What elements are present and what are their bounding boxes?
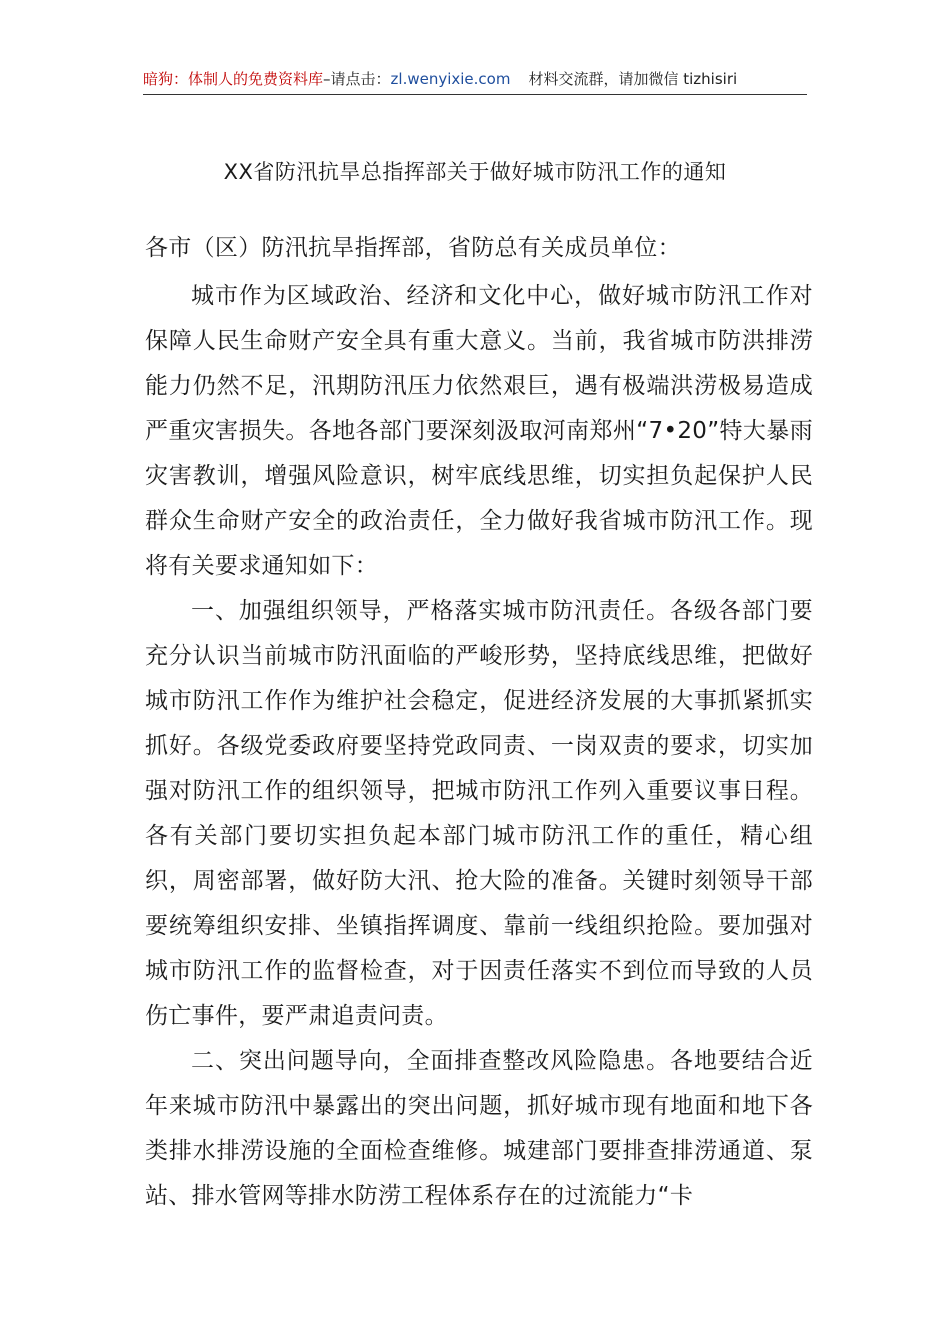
header-link[interactable]: zl.wenyixie.com <box>390 70 511 88</box>
paragraph-section-2: 二、突出问题导向，全面排查整改风险隐患。各地要结合近年来城市防汛中暴露出的突出问题，抓好城市现有地面和地下各类排水排涝设施的全面检查维修。城建部门要排查排涝通道、泵站、排水管网等排水防涝工程体系存在的过流能力“卡 <box>145 1048 813 1209</box>
paragraph-section-1: 一、加强组织领导，严格落实城市防汛责任。各级各部门要充分认识当前城市防汛面临的严峻形势，坚持底线思维，把做好城市防汛工作作为维护社会稳定，促进经济发展的大事抓紧抓实抓好。各级党委政府要坚持党政同责、一岗双责的要求，切实加强对防汛工作的组织领导，把城市防汛工作列入重要议事日程。各有关部门要切实担负起本部门城市防汛工作的重任，精心组织，周密部署，做好防大汛、抢大险的准备。关键时刻领导干部要统筹组织安排、坐镇指挥调度、靠前一线组织抢险。要加强对城市防汛工作的监督检查，对于因责任落实不到位而导致的人员伤亡事件，要严肃追责问责。 <box>145 598 813 1029</box>
salutation: 各市（区）防汛抗旱指挥部，省防总有关成员单位： <box>145 235 681 261</box>
page-header <box>143 66 807 95</box>
paragraph-intro: 城市作为区域政治、经济和文化中心，做好城市防汛工作对保障人民生命财产安全具有重大意义。当前，我省城市防洪排涝能力仍然不足，汛期防汛压力依然艰巨，遇有极端洪涝极易造成严重灾害损失。各地各部门要深刻汲取河南郑州“7•20”特大暴雨灾害教训，增强风险意识，树牢底线思维，切实担负起保护人民群众生命财产安全的政治责任，全力做好我省城市防汛工作。现将有关要求通知如下： <box>145 283 813 579</box>
document-title: XX省防汛抗旱总指挥部关于做好城市防汛工作的通知 <box>223 160 727 184</box>
header-click-label: –请点击： <box>323 70 391 88</box>
header-brand: 暗狗：体制人的免费资料库 <box>143 70 324 88</box>
header-group-info: 材料交流群，请加微信 tizhisiri <box>528 70 738 88</box>
document-body <box>145 226 813 1219</box>
